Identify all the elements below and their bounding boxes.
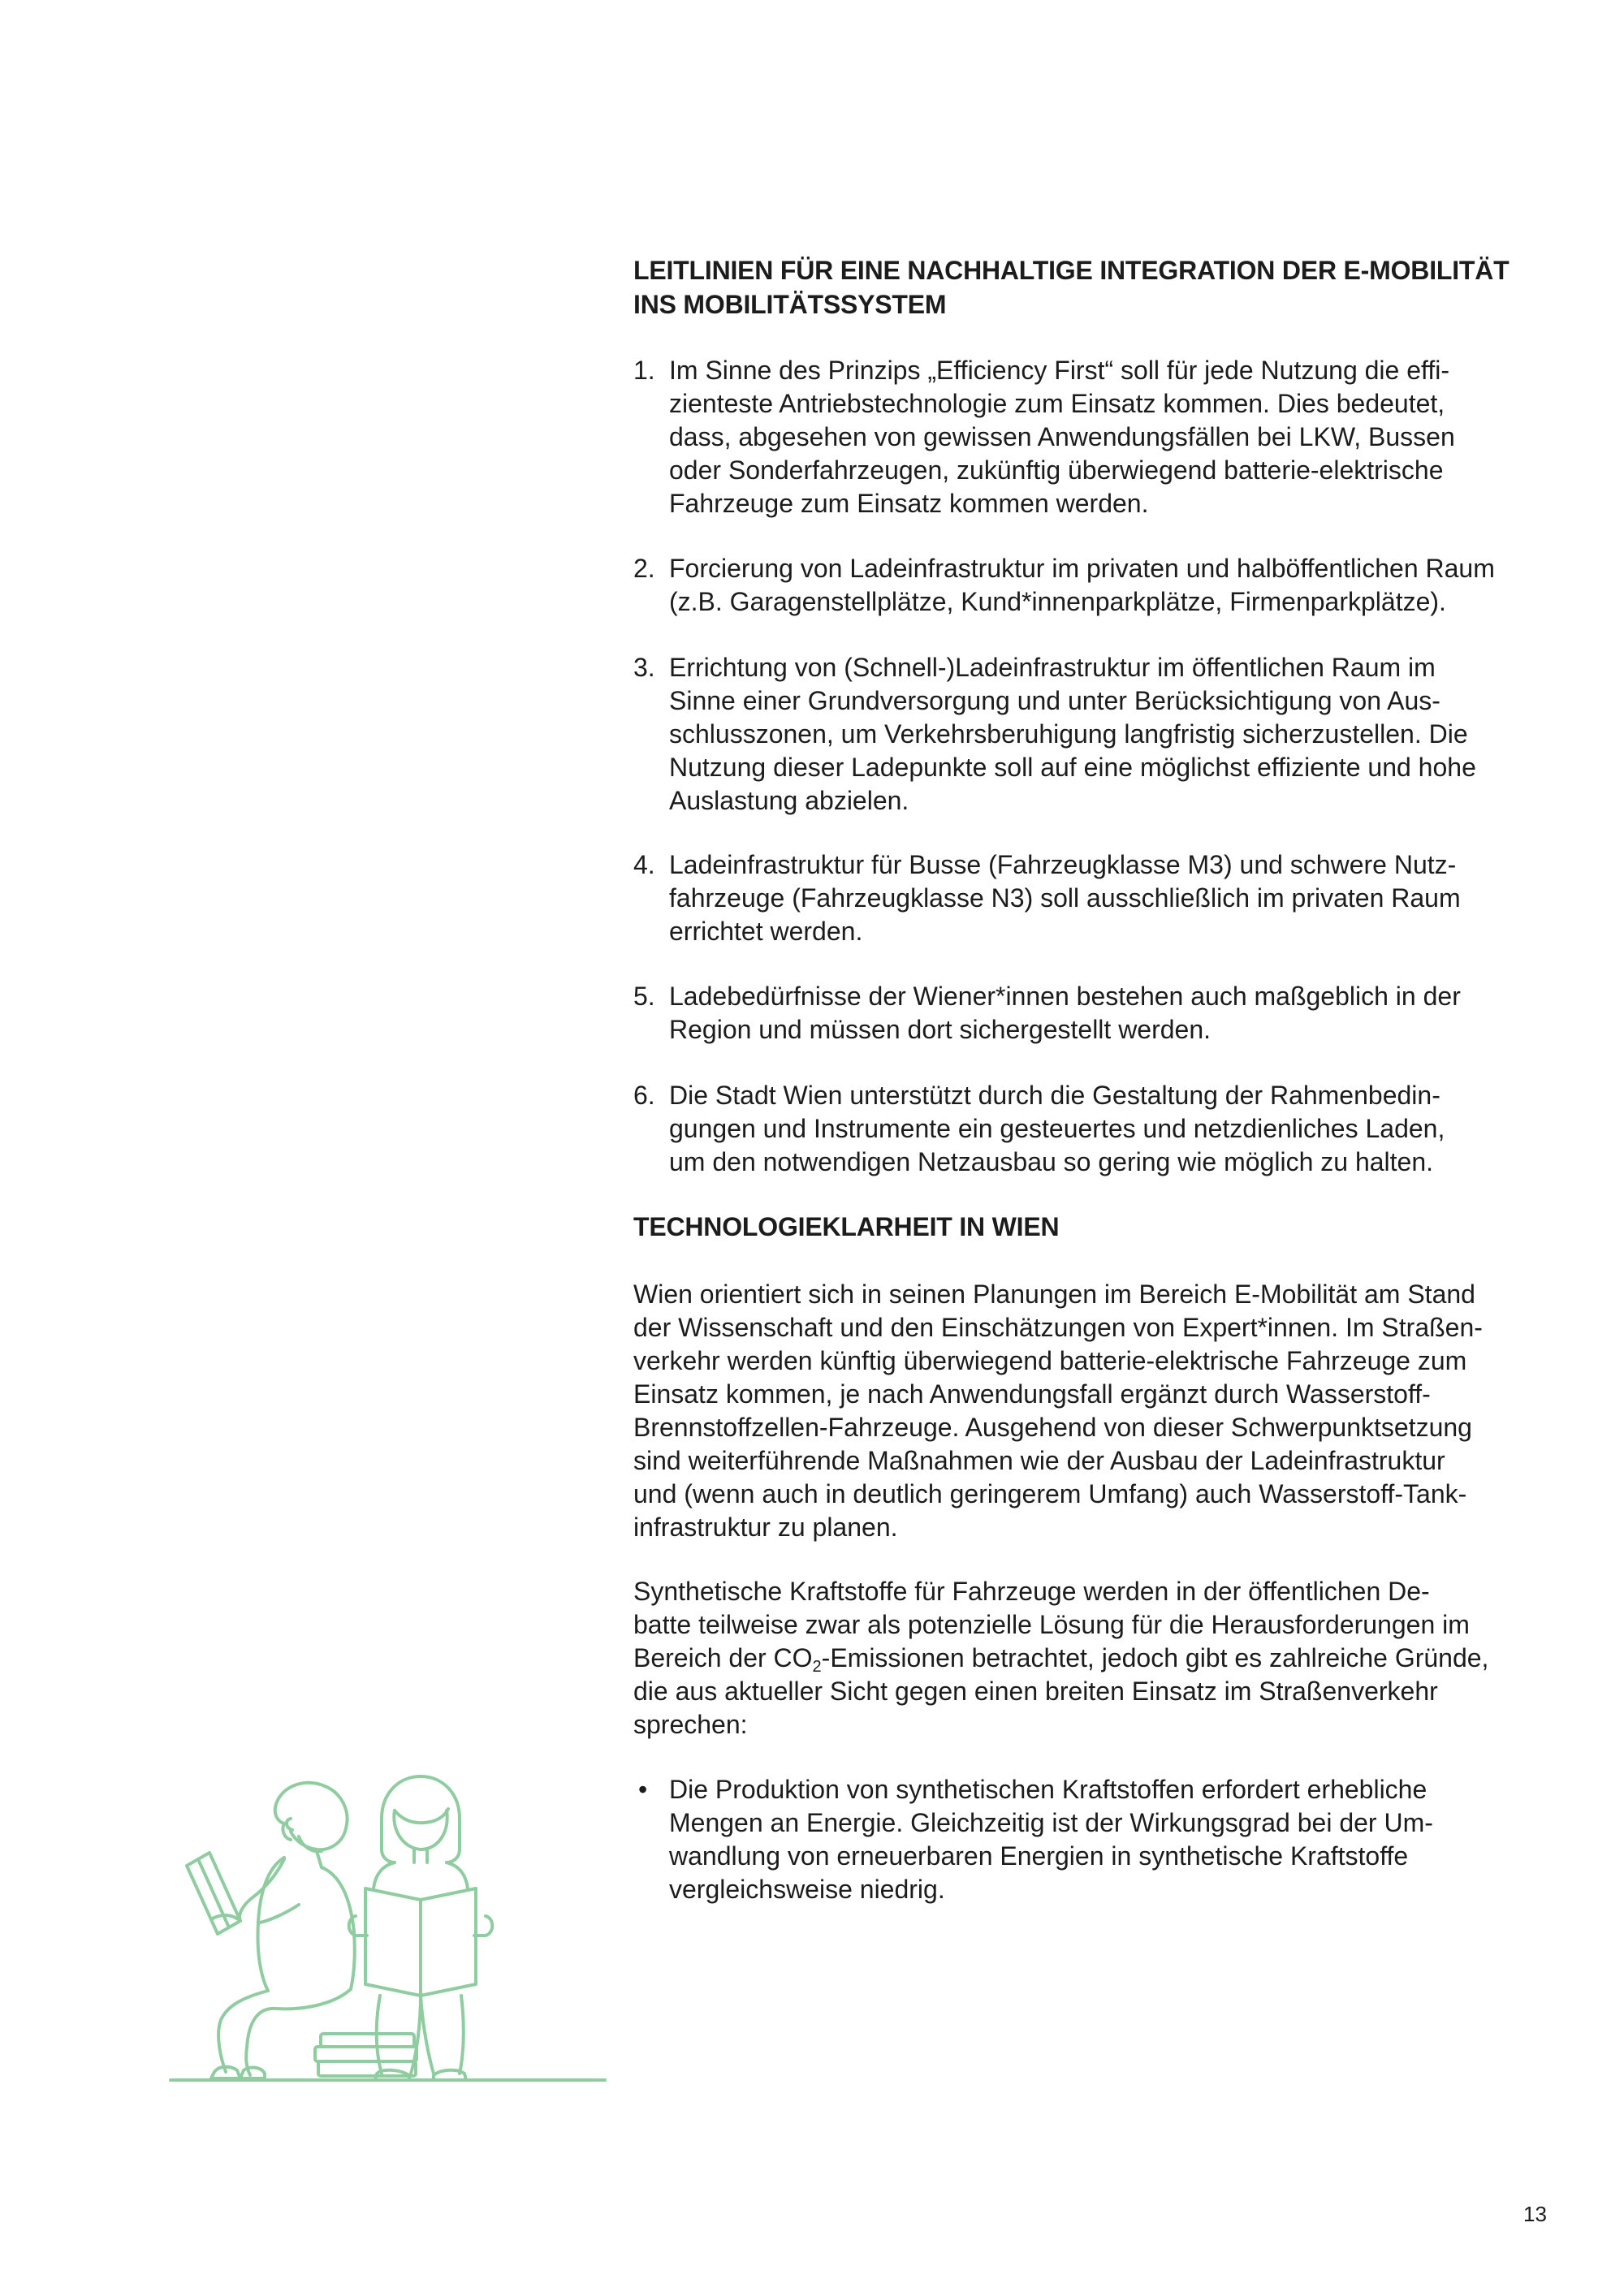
text-line: dass, abgesehen von gewissen Anwendungsfällen bei LKW, Bussen — [669, 422, 1455, 451]
text-line: Im Sinne des Prinzips „Efficiency First“ soll für jede Nutzung die effi- — [669, 356, 1449, 385]
text-line: die aus aktueller Sicht gegen einen breiten Einsatz im Straßenverkehr — [633, 1677, 1438, 1706]
text-line: Sinne einer Grundversorgung und unter Berücksichtigung von Aus- — [669, 686, 1440, 715]
text-line: Region und müssen dort sichergestellt werden. — [669, 1015, 1212, 1044]
paragraph — [633, 1575, 1567, 1741]
list-number: 5. — [633, 982, 655, 1011]
list-item — [633, 1079, 1567, 1179]
text-line: Synthetische Kraftstoffe für Fahrzeuge werden in der öffentlichen De- — [633, 1577, 1430, 1606]
text-line: batte teilweise zwar als potenzielle Lösung für die Herausforderungen im — [633, 1610, 1470, 1639]
text-line: errichtet werden. — [669, 917, 863, 946]
text-line: vergleichsweise niedrig. — [669, 1875, 945, 1904]
subscript: 2 — [812, 1658, 822, 1676]
bullet-icon: • — [638, 1775, 648, 1804]
text-line — [633, 1642, 1567, 1675]
heading-line: INS MOBILITÄTSSYSTEM — [633, 290, 947, 319]
heading-line: LEITLINIEN FÜR EINE NACHHALTIGE INTEGRATION DER E-MOBILITÄT — [633, 256, 1510, 285]
list-number: 2. — [633, 554, 655, 583]
text-line: verkehr werden künftig überwiegend batterie-elektrische Fahrzeuge zum — [633, 1346, 1467, 1375]
text-line: Die Stadt Wien unterstützt durch die Gestaltung der Rahmenbedin- — [669, 1081, 1440, 1110]
list-number: 6. — [633, 1081, 655, 1110]
list-item — [633, 354, 1567, 520]
text-line: Nutzung dieser Ladepunkte soll auf eine möglichst effiziente und hohe — [669, 753, 1476, 782]
text-line: oder Sonderfahrzeugen, zukünftig überwiegend batterie-elektrische — [669, 455, 1444, 485]
text-line: der Wissenschaft und den Einschätzungen von Expert*innen. Im Straßen- — [633, 1313, 1483, 1342]
text-line: und (wenn auch in deutlich geringerem Umfang) auch Wasserstoff-Tank- — [633, 1479, 1467, 1508]
section-heading-guidelines — [633, 253, 1567, 322]
section-heading-technology — [633, 1210, 1567, 1244]
heading-line: TECHNOLOGIEKLARHEIT IN WIEN — [633, 1212, 1060, 1241]
text-line: Ladeinfrastruktur für Busse (Fahrzeugklasse M3) und schwere Nutz- — [669, 850, 1457, 879]
page-number: 13 — [1523, 2202, 1547, 2226]
text-line: wandlung von erneuerbaren Energien in synthetische Kraftstoffe — [669, 1841, 1409, 1871]
text-line: schlusszonen, um Verkehrsberuhigung langfristig sicherzustellen. Die — [669, 719, 1468, 749]
list-number: 4. — [633, 850, 655, 879]
list-number: 1. — [633, 356, 655, 385]
text-line: Fahrzeuge zum Einsatz kommen werden. — [669, 489, 1149, 518]
text-line: Auslastung abzielen. — [669, 786, 909, 815]
text-line: Errichtung von (Schnell-)Ladeinfrastruktur im öffentlichen Raum im — [669, 653, 1436, 682]
children-reading-illustration — [162, 1762, 617, 2103]
text-line: (z.B. Garagenstellplätze, Kund*innenparkplätze, Firmenparkplätze). — [669, 587, 1446, 616]
book-icon — [315, 2047, 417, 2061]
text-line: Forcierung von Ladeinfrastruktur im privaten und halböffentlichen Raum — [669, 554, 1495, 583]
text-line: sprechen: — [633, 1710, 748, 1739]
text-line: infrastruktur zu planen. — [633, 1513, 898, 1542]
text-line: sind weiterführende Maßnahmen wie der Ausbau der Ladeinfrastruktur — [633, 1446, 1445, 1475]
paragraph — [633, 1278, 1567, 1544]
list-item — [633, 848, 1567, 948]
list-number: 3. — [633, 653, 655, 682]
list-item — [633, 980, 1567, 1047]
book-icon — [321, 2034, 414, 2047]
text-fragment: Bereich der CO — [633, 1643, 813, 1672]
text-line: Ladebedürfnisse der Wiener*innen bestehen auch maßgeblich in der — [669, 982, 1461, 1011]
text-line: um den notwendigen Netzausbau so gering wie möglich zu halten. — [669, 1147, 1434, 1176]
text-line: Brennstoffzellen-Fahrzeuge. Ausgehend von dieser Schwerpunktsetzung — [633, 1413, 1472, 1442]
text-line: Mengen an Energie. Gleichzeitig ist der Wirkungsgrad bei der Um- — [669, 1808, 1433, 1837]
list-item — [633, 552, 1567, 619]
text-line: Die Produktion von synthetischen Kraftstoffen erfordert erhebliche — [669, 1775, 1427, 1804]
text-line: gungen und Instrumente ein gesteuertes und netzdienliches Laden, — [669, 1114, 1445, 1143]
text-line: Wien orientiert sich in seinen Planungen im Bereich E-Mobilität am Stand — [633, 1280, 1475, 1309]
text-line: fahrzeuge (Fahrzeugklasse N3) soll ausschließlich im privaten Raum — [669, 883, 1461, 913]
book-icon — [318, 2061, 416, 2076]
list-item — [633, 651, 1567, 818]
bullet-item — [633, 1773, 1567, 1906]
text-line: Einsatz kommen, je nach Anwendungsfall ergänzt durch Wasserstoff- — [633, 1379, 1431, 1409]
text-line: zienteste Antriebstechnologie zum Einsatz kommen. Dies bedeutet, — [669, 389, 1445, 418]
text-fragment: -Emissionen betrachtet, jedoch gibt es zahlreiche Gründe, — [821, 1643, 1489, 1672]
